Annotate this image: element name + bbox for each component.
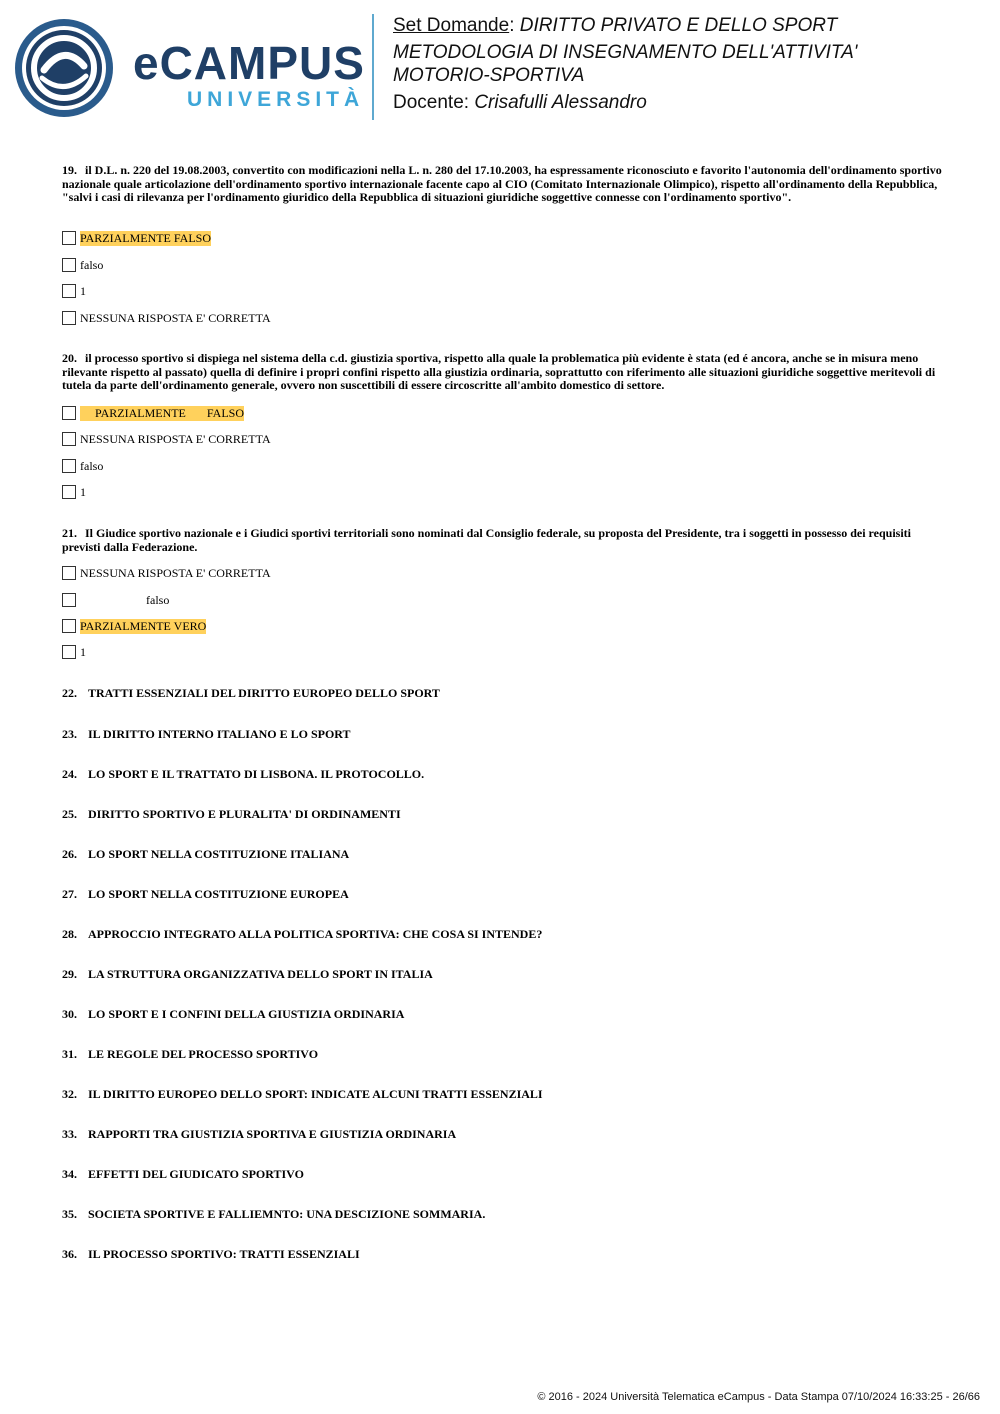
answer-option[interactable] bbox=[62, 484, 86, 500]
topic-number: 28. bbox=[62, 927, 77, 941]
topic-number: 29. bbox=[62, 967, 77, 981]
option-label: NESSUNA RISPOSTA E' CORRETTA bbox=[80, 565, 271, 580]
topic-text: APPROCCIO INTEGRATO ALLA POLITICA SPORTIVA: CHE COSA SI INTENDE? bbox=[88, 927, 543, 941]
question-21 bbox=[62, 527, 942, 554]
ecampus-emblem-icon bbox=[14, 18, 114, 118]
header-divider bbox=[372, 14, 374, 120]
page-header bbox=[0, 0, 1000, 130]
topic-text: LO SPORT NELLA COSTITUZIONE ITALIANA bbox=[88, 847, 350, 861]
option-label: PARZIALMENTE FALSO bbox=[80, 405, 245, 420]
option-label: falso bbox=[80, 458, 104, 473]
checkbox[interactable] bbox=[62, 258, 76, 272]
topic-number: 26. bbox=[62, 847, 77, 861]
topic-text: LO SPORT E IL TRATTATO DI LISBONA. IL PROTOCOLLO. bbox=[88, 767, 425, 781]
option-label: falso bbox=[80, 592, 170, 607]
set-title: DIRITTO PRIVATO E DELLO SPORT bbox=[519, 15, 838, 36]
topic-text: LE REGOLE DEL PROCESSO SPORTIVO bbox=[88, 1047, 319, 1061]
logo-subtext: UNIVERSITÀ bbox=[187, 88, 365, 111]
answer-option[interactable] bbox=[62, 405, 244, 421]
question-text: il D.L. n. 220 del 19.08.2003, convertito con modificazioni nella L. n. 280 del 17.10.2003, ha espressamente riconosciuto e favorito l'autonomia dell'ordinamento sportivo nazionale quale articolazione dell'ordinamento sportivo internazionale facente capo al CIO (Comitato Internazionale Olimpico), rispetto all'ordinamento della Repubblica, "salvi i casi di rilevanza per l'ordinamento giuridico della Repubblica di situazioni giuridiche soggettive connesse con l'ordinamento sportivo". bbox=[62, 163, 942, 205]
topic-item bbox=[62, 727, 351, 742]
topic-number: 22. bbox=[62, 686, 77, 700]
topic-item bbox=[62, 887, 349, 902]
option-label: 1 bbox=[80, 283, 86, 298]
answer-option[interactable] bbox=[62, 257, 103, 273]
topic-item bbox=[62, 1007, 404, 1022]
option-label: PARZIALMENTE VERO bbox=[80, 618, 207, 633]
topic-number: 34. bbox=[62, 1167, 77, 1181]
question-20 bbox=[62, 352, 942, 393]
topic-item bbox=[62, 686, 440, 701]
answer-option[interactable] bbox=[62, 618, 206, 634]
topic-text: EFFETTI DEL GIUDICATO SPORTIVO bbox=[88, 1167, 304, 1181]
option-label: PARZIALMENTE FALSO bbox=[80, 230, 212, 245]
checkbox[interactable] bbox=[62, 566, 76, 580]
topic-item bbox=[62, 847, 349, 862]
topic-text: IL DIRITTO EUROPEO DELLO SPORT: INDICATE ALCUNI TRATTI ESSENZIALI bbox=[88, 1087, 543, 1101]
topic-number: 27. bbox=[62, 887, 77, 901]
docente-name: Crisafulli Alessandro bbox=[474, 92, 647, 113]
topic-text: LO SPORT E I CONFINI DELLA GIUSTIZIA ORDINARIA bbox=[88, 1007, 405, 1021]
topic-text: IL PROCESSO SPORTIVO: TRATTI ESSENZIALI bbox=[88, 1247, 360, 1261]
answer-option[interactable] bbox=[62, 310, 271, 326]
topic-text: DIRITTO SPORTIVO E PLURALITA' DI ORDINAMENTI bbox=[88, 807, 401, 821]
topic-number: 35. bbox=[62, 1207, 77, 1221]
option-label: NESSUNA RISPOSTA E' CORRETTA bbox=[80, 310, 271, 325]
topic-number: 25. bbox=[62, 807, 77, 821]
topic-item bbox=[62, 927, 542, 942]
checkbox[interactable] bbox=[62, 311, 76, 325]
topic-text: RAPPORTI TRA GIUSTIZIA SPORTIVA E GIUSTIZIA ORDINARIA bbox=[88, 1127, 457, 1141]
topic-item bbox=[62, 1207, 485, 1222]
set-title-line bbox=[393, 14, 837, 37]
answer-option[interactable] bbox=[62, 592, 169, 608]
question-text: il processo sportivo si dispiega nel sistema della c.d. giustizia sportiva, rispetto alla quale la problematica più evidente è stata (ed é ancora, anche se in misura meno rilevante rispetto al passato) quella di definire i propri confini rispetto alla giustizia ordinaria, soprattutto con riferimento alle situazioni giuridiche soggettive meritevoli di tutela da parte dell'ordinamento generale, ovvero non suscettibili di essere circoscritte all'ambito domestico di settore. bbox=[62, 351, 936, 393]
topic-item bbox=[62, 1127, 456, 1142]
answer-option[interactable] bbox=[62, 644, 86, 660]
topic-text: IL DIRITTO INTERNO ITALIANO E LO SPORT bbox=[88, 727, 351, 741]
checkbox[interactable] bbox=[62, 432, 76, 446]
topic-number: 23. bbox=[62, 727, 77, 741]
logo-text: eCAMPUS bbox=[133, 37, 365, 89]
answer-option[interactable] bbox=[62, 230, 211, 246]
topic-text: SOCIETA SPORTIVE E FALLIEMNTO: UNA DESCIZIONE SOMMARIA. bbox=[88, 1207, 486, 1221]
question-number: 20. bbox=[62, 351, 77, 365]
checkbox[interactable] bbox=[62, 593, 76, 607]
topic-item bbox=[62, 1247, 360, 1262]
topic-item bbox=[62, 967, 433, 982]
answer-option[interactable] bbox=[62, 458, 103, 474]
topic-text: LA STRUTTURA ORGANIZZATIVA DELLO SPORT IN ITALIA bbox=[88, 967, 433, 981]
topic-item bbox=[62, 1047, 318, 1062]
topic-number: 36. bbox=[62, 1247, 77, 1261]
option-label: falso bbox=[80, 257, 104, 272]
topic-item bbox=[62, 767, 424, 782]
topic-number: 30. bbox=[62, 1007, 77, 1021]
answer-option[interactable] bbox=[62, 565, 271, 581]
set-label: Set Domande bbox=[393, 15, 510, 36]
topic-number: 24. bbox=[62, 767, 77, 781]
topic-item bbox=[62, 1167, 304, 1182]
subtitle-line-1: METODOLOGIA DI INSEGNAMENTO DELL'ATTIVITA' bbox=[393, 42, 858, 63]
checkbox[interactable] bbox=[62, 284, 76, 298]
question-number: 21. bbox=[62, 526, 77, 540]
set-colon: : bbox=[509, 15, 515, 36]
topic-number: 32. bbox=[62, 1087, 77, 1101]
option-label: NESSUNA RISPOSTA E' CORRETTA bbox=[80, 431, 271, 446]
question-19 bbox=[62, 164, 942, 205]
question-text: Il Giudice sportivo nazionale e i Giudici sportivi territoriali sono nominati dal Consiglio federale, su proposta del Presidente, tra i soggetti in possesso dei requisiti previsti dalla Federazione. bbox=[62, 526, 912, 554]
checkbox[interactable] bbox=[62, 645, 76, 659]
docente-line bbox=[393, 91, 647, 114]
docente-label: Docente: bbox=[393, 92, 470, 113]
answer-option[interactable] bbox=[62, 283, 86, 299]
topic-text: TRATTI ESSENZIALI DEL DIRITTO EUROPEO DELLO SPORT bbox=[88, 686, 440, 700]
checkbox[interactable] bbox=[62, 619, 76, 633]
option-label: 1 bbox=[80, 644, 86, 659]
topic-text: LO SPORT NELLA COSTITUZIONE EUROPEA bbox=[88, 887, 349, 901]
checkbox[interactable] bbox=[62, 459, 76, 473]
topic-number: 31. bbox=[62, 1047, 77, 1061]
page-footer: © 2016 - 2024 Università Telematica eCampus - Data Stampa 07/10/2024 16:33:25 - 26/66 bbox=[537, 1391, 980, 1403]
checkbox[interactable] bbox=[62, 406, 76, 420]
topic-item bbox=[62, 1087, 543, 1102]
topic-number: 33. bbox=[62, 1127, 77, 1141]
checkbox[interactable] bbox=[62, 485, 76, 499]
answer-option[interactable] bbox=[62, 431, 271, 447]
option-label: 1 bbox=[80, 484, 86, 499]
question-number: 19. bbox=[62, 163, 77, 177]
topic-item bbox=[62, 807, 401, 822]
checkbox[interactable] bbox=[62, 231, 76, 245]
subtitle-line-2: MOTORIO-SPORTIVA bbox=[393, 65, 585, 86]
